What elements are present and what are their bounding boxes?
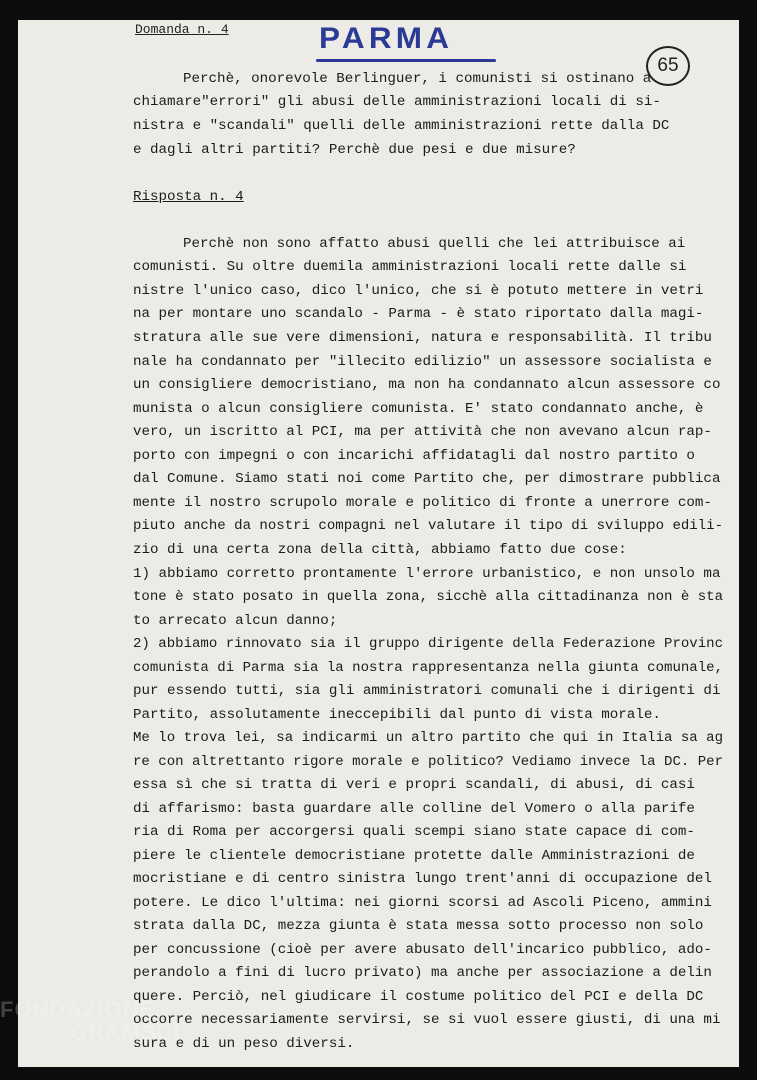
text-line: nistra e "scandali" quelli delle amministrazioni rette dalla DC — [133, 118, 670, 134]
parma-stamp: PARMA — [319, 22, 454, 55]
text-line: nistre l'unico caso, dico l'unico, che si è potuto mettere in vetri — [133, 283, 704, 299]
text-line: Partito, assolutamente ineccepibili dal punto di vista morale. — [133, 707, 661, 723]
text-line: piere le clientele democristiane protette dalle Amministrazioni de — [133, 848, 695, 864]
text-line: vero, un iscritto al PCI, ma per attività che non avevano alcun rap- — [133, 424, 712, 440]
text-line: stratura alle sue vere dimensioni, natura e responsabilità. Il tribu — [133, 330, 712, 346]
text-line: pur essendo tutti, sia gli amministratori comunali che i dirigenti di — [133, 683, 721, 699]
text-line: mente il nostro scrupolo morale e politico di fronte a unerrore com- — [133, 495, 712, 511]
text-line: na per montare uno scandalo - Parma - è stato riportato dalla magi- — [133, 306, 704, 322]
watermark-line: GRAMSCI — [70, 1020, 181, 1046]
text-line: mocristiane e di centro sinistra lungo trent'anni di occupazione del — [133, 871, 712, 887]
text-line: perandolo a fini di lucro privato) ma anche per associazione a delin — [133, 965, 712, 981]
question-heading: Domanda n. 4 — [135, 22, 229, 37]
text-line: sura e di un peso diversi. — [133, 1036, 355, 1052]
watermark-line: FONDAZIONE — [0, 997, 156, 1022]
text-line: dal Comune. Siamo stati noi come Partito che, per dimostrare pubblica — [133, 471, 721, 487]
text-line: nale ha condannato per "illecito edilizio" un assessore socialista e — [133, 354, 712, 370]
text-line: piuto anche da nostri compagni nel valutare il tipo di sviluppo edili- — [133, 518, 724, 534]
text-line: tone è stato posato in quella zona, sicchè alla cittadinanza non è sta — [133, 589, 724, 605]
text-line: Me lo trova lei, sa indicarmi un altro partito che qui in Italia sa ag — [133, 730, 724, 746]
text-line: 1) abbiamo corretto prontamente l'errore urbanistico, e non unsolo ma — [133, 566, 721, 582]
text-line: quere. Perciò, nel giudicare il costume politico del PCI e della DC — [133, 989, 704, 1005]
text-line: Perchè non sono affatto abusi quelli che lei attribuisce ai — [183, 236, 686, 252]
text-line: e dagli altri partiti? Perchè due pesi e due misure? — [133, 142, 576, 158]
page-number-circle: 65 — [646, 46, 690, 86]
text-line: potere. Le dico l'ultima: nei giorni scorsi ad Ascoli Piceno, ammini — [133, 895, 712, 911]
text-line: munista o alcun consigliere comunista. E' stato condannato anche, è — [133, 401, 704, 417]
text-line: un consigliere democristiano, ma non ha condannato alcun assessore co — [133, 377, 721, 393]
text-line: essa sì che si tratta di veri e propri scandali, di abusi, di casi — [133, 777, 695, 793]
text-line: 2) abbiamo rinnovato sia il gruppo dirigente della Federazione Provinc — [133, 636, 724, 652]
text-line: per concussione (cioè per avere abusato dell'incarico pubblico, ado- — [133, 942, 712, 958]
text-line: Perchè, onorevole Berlinguer, i comunisti si ostinano a — [183, 71, 652, 87]
text-line: re con altrettanto rigore morale e politico? Vediamo invece la DC. Per — [133, 754, 724, 770]
text-line: ria di Roma per accorgersi quali scempi siano state capace di com- — [133, 824, 695, 840]
answer-heading: Risposta n. 4 — [133, 189, 244, 205]
archive-watermark — [0, 998, 181, 1044]
text-line: strata dalla DC, mezza giunta è stata messa sotto processo non solo — [133, 918, 704, 934]
text-line: comunista di Parma sia la nostra rappresentanza nella giunta comunale, — [133, 660, 724, 676]
text-line: to arrecato alcun danno; — [133, 613, 338, 629]
text-line: chiamare"errori" gli abusi delle amministrazioni locali di si- — [133, 94, 661, 110]
text-line: di affarismo: basta guardare alle colline del Vomero o alla parife — [133, 801, 695, 817]
text-line: occorre necessariamente servirsi, se si vuol essere giusti, di una mi — [133, 1012, 721, 1028]
text-line: zio di una certa zona della città, abbiamo fatto due cose: — [133, 542, 627, 558]
stamp-underline — [316, 59, 496, 62]
text-line: comunisti. Su oltre duemila amministrazioni locali rette dalle si — [133, 259, 687, 275]
text-line: porto con impegni o con incarichi affidatagli dal nostro partito o — [133, 448, 695, 464]
document-page — [18, 20, 739, 1067]
